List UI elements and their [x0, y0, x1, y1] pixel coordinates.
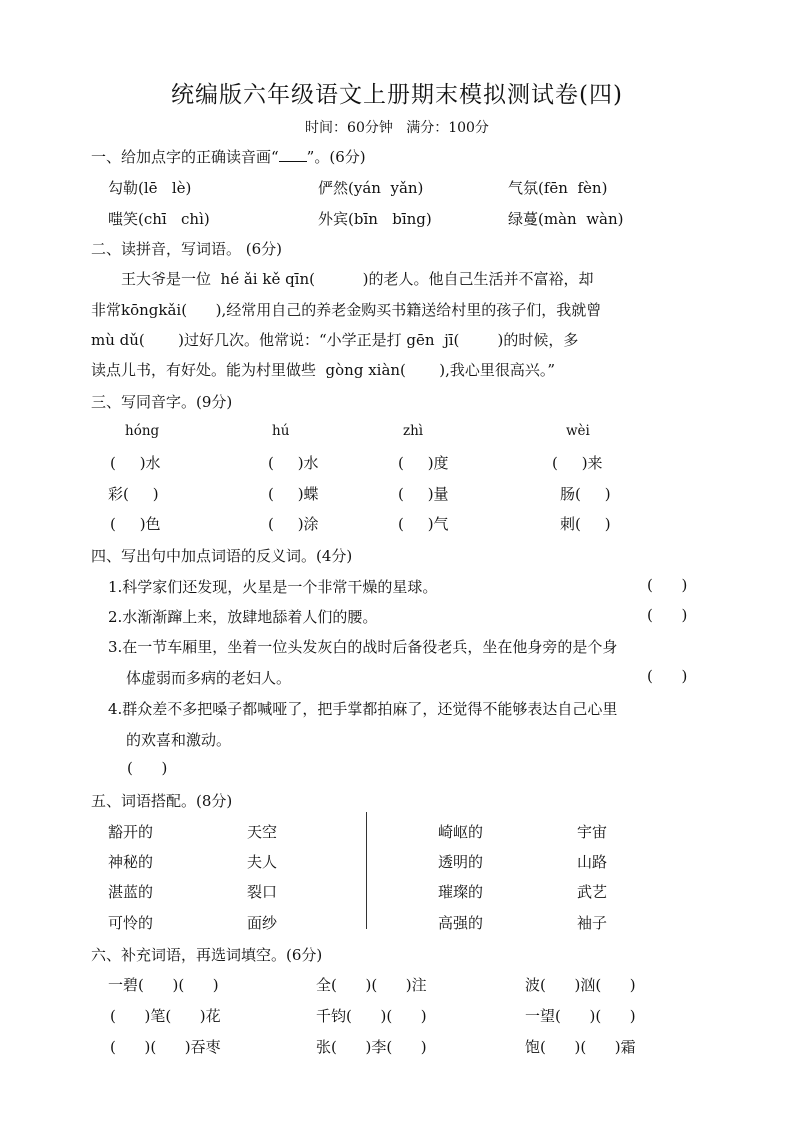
- homophone-blank[interactable]: ( )色: [110, 515, 161, 533]
- exam-info: 时间：60分钟 满分：100分: [305, 120, 489, 136]
- homophone-blank[interactable]: ( )水: [268, 454, 319, 472]
- match-word[interactable]: 夫人: [247, 853, 278, 871]
- antonym-question-cont: 体虚弱而多病的老妇人。: [126, 669, 292, 687]
- homophone-blank[interactable]: ( )气: [398, 515, 449, 533]
- passage-line: 非常kōngkǎi( ),经常用自己的养老金购买书籍送给村里的孩子们，我就曾: [91, 301, 602, 319]
- match-word[interactable]: 天空: [247, 823, 278, 841]
- match-word[interactable]: 袖子: [577, 914, 608, 932]
- section-1-heading: [91, 146, 366, 167]
- match-word[interactable]: 璀璨的: [438, 883, 484, 901]
- match-word[interactable]: 神秘的: [108, 853, 154, 871]
- passage-line: mù dǔ( )过好几次。他常说：“小学正是打 gēn jī( )的时候，多: [91, 331, 579, 349]
- homophone-blank[interactable]: 彩( ): [108, 485, 159, 503]
- antonym-question: 3.在一节车厢里，坐着一位头发灰白的战时后备役老兵，坐在他身旁的是个身: [108, 638, 618, 656]
- homophone-blank[interactable]: 刺( ): [560, 515, 611, 533]
- section-1-heading-pre: 一、给加点字的正确读音画“: [91, 148, 279, 166]
- idiom-blank[interactable]: ( )( )吞枣: [110, 1038, 221, 1056]
- passage-line: 王大爷是一位 hé ǎi kě qīn( )的老人。他自己生活并不富裕，却: [121, 270, 594, 288]
- match-word[interactable]: 豁开的: [108, 823, 154, 841]
- pron-item: 绿蔓(màn wàn): [508, 210, 624, 228]
- idiom-blank[interactable]: 波( )汹( ): [525, 976, 636, 994]
- page-title: 统编版六年级语文上册期末模拟测试卷(四): [171, 82, 623, 108]
- match-word[interactable]: 武艺: [577, 883, 608, 901]
- section-2-heading: 二、读拼音，写词语。 (6分): [91, 240, 283, 258]
- idiom-blank[interactable]: ( )笔( )花: [110, 1007, 221, 1025]
- match-word[interactable]: 崎岖的: [438, 823, 484, 841]
- antonym-question: 4.群众差不多把嗓子都喊哑了，把手掌都拍麻了，还觉得不能够表达自己心里: [108, 700, 618, 718]
- column-divider: [366, 812, 367, 929]
- section-1-heading-post: ”。(6分): [306, 148, 366, 166]
- pinyin-label: hóng: [125, 423, 160, 439]
- idiom-blank[interactable]: 一望( )( ): [525, 1007, 636, 1025]
- antonym-question: 1.科学家们还发现，火星是一个非常干燥的星球。: [108, 578, 438, 596]
- idiom-blank[interactable]: 饱( )( )霜: [525, 1038, 636, 1056]
- idiom-blank[interactable]: 全( )( )注: [316, 976, 427, 994]
- match-word[interactable]: 裂口: [247, 883, 278, 901]
- pron-item: 俨然(yán yǎn): [318, 179, 424, 197]
- antonym-question-cont: 的欢喜和激动。: [126, 731, 232, 749]
- pron-item: 勾勒(lē lè): [108, 179, 192, 197]
- match-word[interactable]: 面纱: [247, 914, 278, 932]
- match-word[interactable]: 宇宙: [577, 823, 608, 841]
- idiom-blank[interactable]: 张( )李( ): [316, 1038, 427, 1056]
- pron-item: 外宾(bīn bīng): [318, 210, 432, 228]
- match-word[interactable]: 高强的: [438, 914, 484, 932]
- match-word[interactable]: 湛蓝的: [108, 883, 154, 901]
- underline-sample: [279, 149, 307, 162]
- homophone-blank[interactable]: ( )量: [398, 485, 449, 503]
- homophone-blank[interactable]: ( )来: [552, 454, 603, 472]
- homophone-blank[interactable]: ( )度: [398, 454, 449, 472]
- homophone-blank[interactable]: 肠( ): [560, 485, 611, 503]
- passage-line: 读点儿书，有好处。能为村里做些 gòng xiàn( ),我心里很高兴。”: [91, 361, 556, 379]
- pron-item: 嗤笑(chī chì): [108, 210, 210, 228]
- pinyin-label: wèi: [566, 423, 590, 439]
- match-word[interactable]: 可怜的: [108, 914, 154, 932]
- pron-item: 气氛(fēn fèn): [508, 179, 608, 197]
- answer-blank[interactable]: ( ): [647, 606, 688, 624]
- section-6-heading: 六、补充词语，再选词填空。(6分): [91, 946, 323, 964]
- match-word[interactable]: 透明的: [438, 853, 484, 871]
- section-5-heading: 五、词语搭配。(8分): [91, 792, 233, 810]
- homophone-blank[interactable]: ( )涂: [268, 515, 319, 533]
- idiom-blank[interactable]: 千钧( )( ): [316, 1007, 427, 1025]
- homophone-blank[interactable]: ( )水: [110, 454, 161, 472]
- section-4-heading: 四、写出句中加点词语的反义词。(4分): [91, 547, 353, 565]
- answer-blank[interactable]: ( ): [647, 576, 688, 594]
- match-word[interactable]: 山路: [577, 853, 608, 871]
- pinyin-label: hú: [272, 423, 290, 439]
- idiom-blank[interactable]: 一碧( )( ): [108, 976, 219, 994]
- pinyin-label: zhì: [403, 423, 424, 439]
- answer-blank[interactable]: ( ): [127, 759, 168, 777]
- homophone-blank[interactable]: ( )蝶: [268, 485, 319, 503]
- answer-blank[interactable]: ( ): [647, 667, 688, 685]
- antonym-question: 2.水渐渐蹿上来，放肆地舔着人们的腰。: [108, 608, 378, 626]
- section-3-heading: 三、写同音字。(9分): [91, 393, 233, 411]
